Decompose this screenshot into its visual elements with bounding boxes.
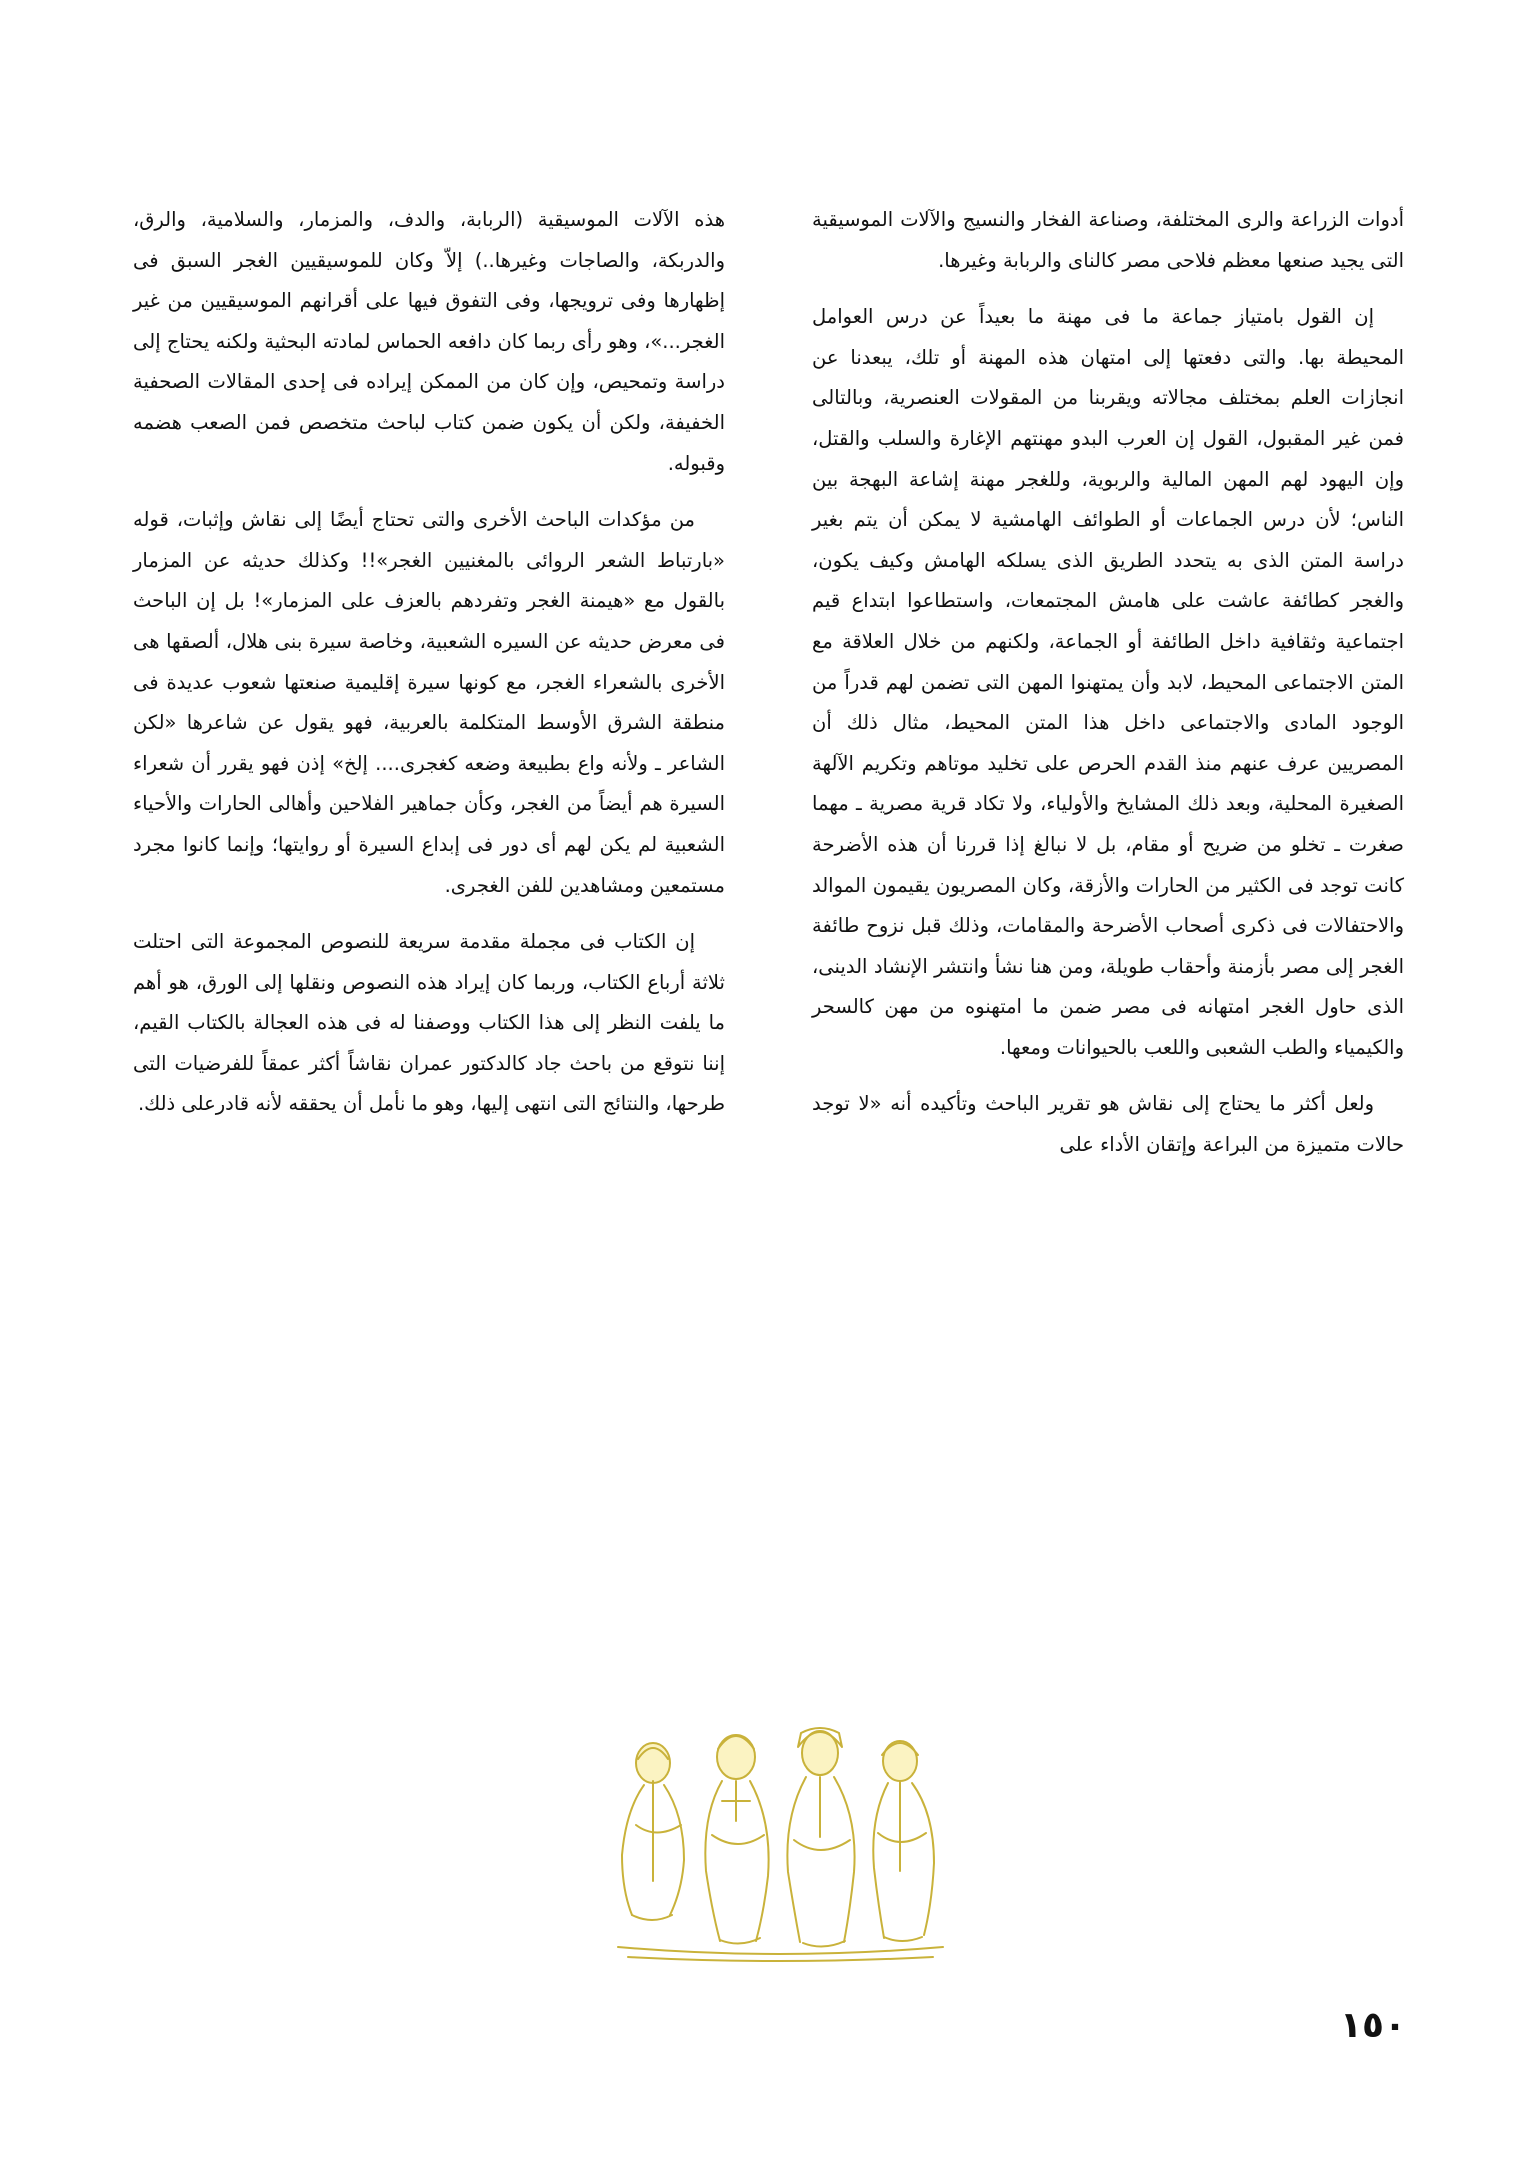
paragraph: هذه الآلات الموسيقية (الربابة، والدف، والمزمار، والسلامية، والرق، والدربكة، والصاجات وغيرها..) إلاّ وكان للموسيقيين الغجر السبق فى إظهارها وفى ترويجها، وفى التفوق فيها على أقرانهم الموسيقيين من غير الغجر...»، وهو رأى ربما كان دافعه الحماس لمادته البحثية ولكنه يحتاج إلى دراسة وتمحيص، وإن كان من الممكن إيراده فى إحدى المقالات الصحفية الخفيفة، ولكن أن يكون ضمن كتاب لباحث متخصص فمن الصعب هضمه وقبوله. (133, 208, 725, 475)
figure-center-right (787, 1728, 854, 1947)
paragraph: أدوات الزراعة والرى المختلفة، وصناعة الفخار والنسيج والآلات الموسيقية التى يجيد صنعها معظم فلاحى مصر كالناى والربابة وغيرها. (812, 208, 1404, 272)
figure-left (622, 1743, 684, 1920)
right-text-column (812, 200, 1404, 1182)
paragraph: إن القول بامتياز جماعة ما فى مهنة ما بعيداً عن درس العوامل المحيطة بها. والتى دفعتها إلى امتهان هذه المهنة أو تلك، يبعدنا عن انجازات العلم بمختلف مجالاته ويقربنا من المقولات العنصرية، وبالتالى فمن غير المقبول، القول إن العرب البدو مهنتهم الإغارة والسلب والقتل، وإن اليهود لهم المهن المالية والربوية، وللغجر مهنة إشاعة البهجة بين الناس؛ لأن درس الجماعات أو الطوائف الهامشية لا يمكن أن يتم بغير دراسة المتن الذى به يتحدد الطريق الذى يسلكه الهامش وكيف يكون، والغجر كطائفة عاشت على هامش المجتمعات، واستطاعوا ابتداع قيم اجتماعية وثقافية داخل الطائفة أو الجماعة، ولكنهم من خلال العلاقة مع المتن الاجتماعى المحيط، لابد وأن يمتهنوا المهن التى تضمن لهم قدراً من الوجود المادى والاجتماعى داخل هذا المتن المحيط، مثال ذلك أن المصريين عرف عنهم منذ القدم الحرص على تخليد موتاهم وتكريم الآلهة الصغيرة المحلية، وبعد ذلك المشايخ والأولياء، ولا تكاد قرية مصرية ـ مهما صغرت ـ تخلو من ضريح أو مقام، بل لا نبالغ إذا قررنا أن هذه الأضرحة كانت توجد فى الكثير من الحارات والأزقة، وكان المصريون يقيمون الموالد والاحتفالات فى ذكرى أصحاب الأضرحة والمقامات، وذلك قبل نزوح طائفة الغجر إلى مصر بأزمنة وأحقاب طويلة، ومن هنا نشأ وانتشر الإنشاد الدينى، الذى حاول الغجر امتهانه فى مصر ضمن ما امتهنوه من مهن كالسحر والكيمياء والطب الشعبى واللعب بالحيوانات ومعها. (812, 305, 1404, 1059)
musicians-illustration (608, 1715, 953, 1965)
left-text-column (133, 200, 725, 1141)
paragraph: ولعل أكثر ما يحتاج إلى نقاش هو تقرير الباحث وتأكيده أنه «لا توجد حالات متميزة من البراعة وإتقان الأداء على (812, 1092, 1404, 1157)
page-number: ١٥٠ (1340, 2005, 1406, 2046)
figure-right (873, 1741, 934, 1941)
paragraph: إن الكتاب فى مجملة مقدمة سريعة للنصوص المجموعة التى احتلت ثلاثة أرباع الكتاب، وربما كان إيراد هذه النصوص ونقلها إلى الورق، هو أهم ما يلفت النظر إلى هذا الكتاب ووصفنا له فى هذه العجالة بالكتاب القيم، إننا نتوقع من باحث جاد كالدكتور عمران نقاشاً أكثر عمقاً للفرضيات التى طرحها، والنتائج التى انتهى إليها، وهو ما نأمل أن يحققه لأنه قادرعلى ذلك. (133, 930, 725, 1116)
paragraph: من مؤكدات الباحث الأخرى والتى تحتاج أيضًا إلى نقاش وإثبات، قوله «بارتباط الشعر الروائى بالمغنيين الغجر»!! وكذلك حديثه عن المزمار بالقول مع «هيمنة الغجر وتفردهم بالعزف على المزمار»! بل إن الباحث فى معرض حديثه عن السيره الشعبية، وخاصة سيرة بنى هلال، ألصقها هى الأخرى بالشعراء الغجر، مع كونها سيرة إقليمية صنعتها شعوب عديدة فى منطقة الشرق الأوسط المتكلمة بالعربية، فهو يقول عن شاعرها «لكن الشاعر ـ ولأنه واع بطبيعة وضعه كغجرى.... إلخ» إذن فهو يقرر أن شعراء السيرة هم أيضاً من الغجر، وكأن جماهير الفلاحين وأهالى الحارات والأحياء الشعبية لم يكن لهم أى دور فى إبداع السيرة أو روايتها؛ وإنما كانوا مجرد مستمعين ومشاهدين للفن الغجرى. (133, 508, 725, 897)
figure-center-left (705, 1735, 768, 1944)
